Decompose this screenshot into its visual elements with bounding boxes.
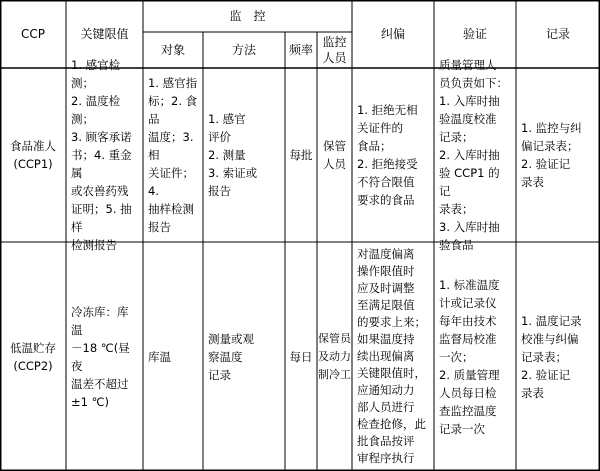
outer-border: [1, 1, 600, 471]
header-method-text: 方法: [231, 43, 256, 57]
row1-critical-limits-text: 1. 感官检测； 2. 温度检测； 3. 顾客承诺 书；4. 重金属 或农兽药残 证明；5. 抽样 检测报告: [71, 58, 132, 252]
row1-corrective-text: 1. 拒绝无相 关证件的 食品； 2. 拒绝接受 不符合限值 要求的食品: [357, 103, 418, 207]
header-critical-limits-text: 关键限值: [80, 27, 129, 41]
row1-object-text: 1. 感官指 标；2. 食品 温度；3. 相 关证件；4. 抽样检测 报告: [148, 76, 198, 234]
row2-critical-limits-text: 冷冻库：库温 －18 ℃(昼夜 温差不超过 ±1 ℃): [71, 304, 130, 409]
header-frequency-text: 频率: [288, 43, 313, 57]
header-monitor-person-text: 监控 人员: [322, 35, 347, 65]
row1-method-text: 1. 感官 评价 2. 测量 3. 索证或 报告: [208, 112, 258, 198]
row2-method-text: 测量或观 察温度 记录: [208, 331, 254, 382]
row2-corrective-text: 对温度偏离 操作限值时 应及时调整 至满足限值 的要求上来； 如果温度持 续出现偏离 关键限值时， 应通知动力 部人员进行 检查抢修，此 批食品按评 审程序执行: [357, 247, 426, 465]
header-monitoring-text: 监 控: [229, 9, 266, 23]
row1-verification-text: 质量管理人 员负责如下： 1. 入库时抽 验温度校准 记录； 2. 入库时抽 验 CCP1 的记 录表； 3. 入库时抽 验食品: [439, 58, 508, 252]
row2-ccp-text: 低温贮存 (CCP2): [10, 340, 56, 373]
header-corrective-text: 纠偏: [380, 27, 405, 41]
row1-monitor-person-text: 保管 人员: [323, 139, 346, 171]
header-records-text: 记录: [545, 27, 570, 41]
header-ccp-text: CCP: [21, 27, 45, 41]
header-object-text: 对象: [160, 43, 185, 57]
header-verification-text: 验证: [462, 27, 487, 41]
row1-ccp-text: 食品准人 (CCP1): [10, 139, 56, 171]
row2-object-text: 库温: [148, 349, 171, 364]
row2-monitor-person-text: 保管员 及动力 制冷工: [318, 331, 351, 381]
row2-frequency-text: 每日: [289, 349, 313, 364]
row1-records-text: 1. 监控与纠 偏记录表； 2. 验证记 录表: [521, 121, 582, 189]
row2-records-text: 1. 温度记录 校准与纠偏 记录表； 2. 验证记 录表: [521, 313, 582, 400]
row2-verification-text: 1. 标准温度 计或记录仪 每年由技术 监督局校准 一次； 2. 质量管理 人员每日检 查监控温度 记录一次: [439, 277, 500, 436]
row1-frequency-text: 每批: [289, 148, 313, 162]
